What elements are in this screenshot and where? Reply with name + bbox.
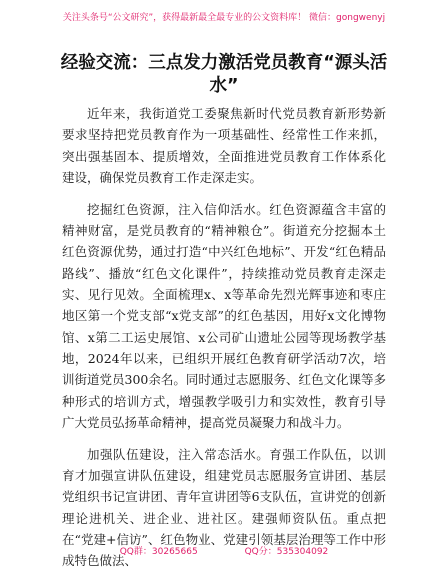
- document-title: 经验交流：三点发力激活党员教育“源头活水”: [60, 53, 388, 96]
- footer-contact: [0, 544, 448, 557]
- footer-qq-number: QQ分：535304092: [244, 547, 329, 557]
- document-body: [62, 103, 386, 582]
- paragraph-intro: 近年来，我街道党工委聚焦新时代党员教育新形势新要求坚持把党员教育作为一项基础性、经常性工作来抓，突出强基固本、提质增效，全面推进党员教育工作体系化建设，确保党员教育工作走深走实。: [62, 106, 386, 185]
- paragraph-team-building: 加强队伍建设，注入常态活水。育强工作队伍，以训育才加强宣讲队伍建设，组建党员志愿服务宣讲团、基层党组织书记宣讲团、青年宣讲团等6支队伍，宣讲党的创新理论进机关、进企业、进社区。建强师资队伍。重点把在“党建+信访”、红色物业、党建引领基层治理等工作中形成特色做法、: [62, 446, 386, 569]
- paragraph-red-resources: 挖掘红色资源，注入信仰活水。红色资源蕴含丰富的精神财富，是党员教育的“精神粮仓”。街道充分挖掘本土红色资源优势，通过打造“中兴红色地标”、开发“红色精品路线”、播放“红色文化课件”，持续推动党员教育走深走实、见行见效。全面梳理x、x等革命先烈光辉事迹和枣庄地区第一个党支部“x党支部”的红色基因，用好x文化博物馆、x第二工运史展馆、x公司矿山遗址公园等现场教学基地，2024年以来，已组织开展红色教育研学活动7次，培训街道党员300余名。同时通过志愿服务、红色文化课等多种形式的培训方式，增强教学吸引力和实效性，教育引导广大党员弘扬革命精神，提高党员凝聚力和战斗力。: [62, 201, 386, 430]
- footer-qq-group: QQ群：30265665: [119, 547, 198, 557]
- header-banner: 关注头条号“公文研究”，获得最新最全最专业的公文资料库！ 微信：gongwenyj: [62, 13, 386, 23]
